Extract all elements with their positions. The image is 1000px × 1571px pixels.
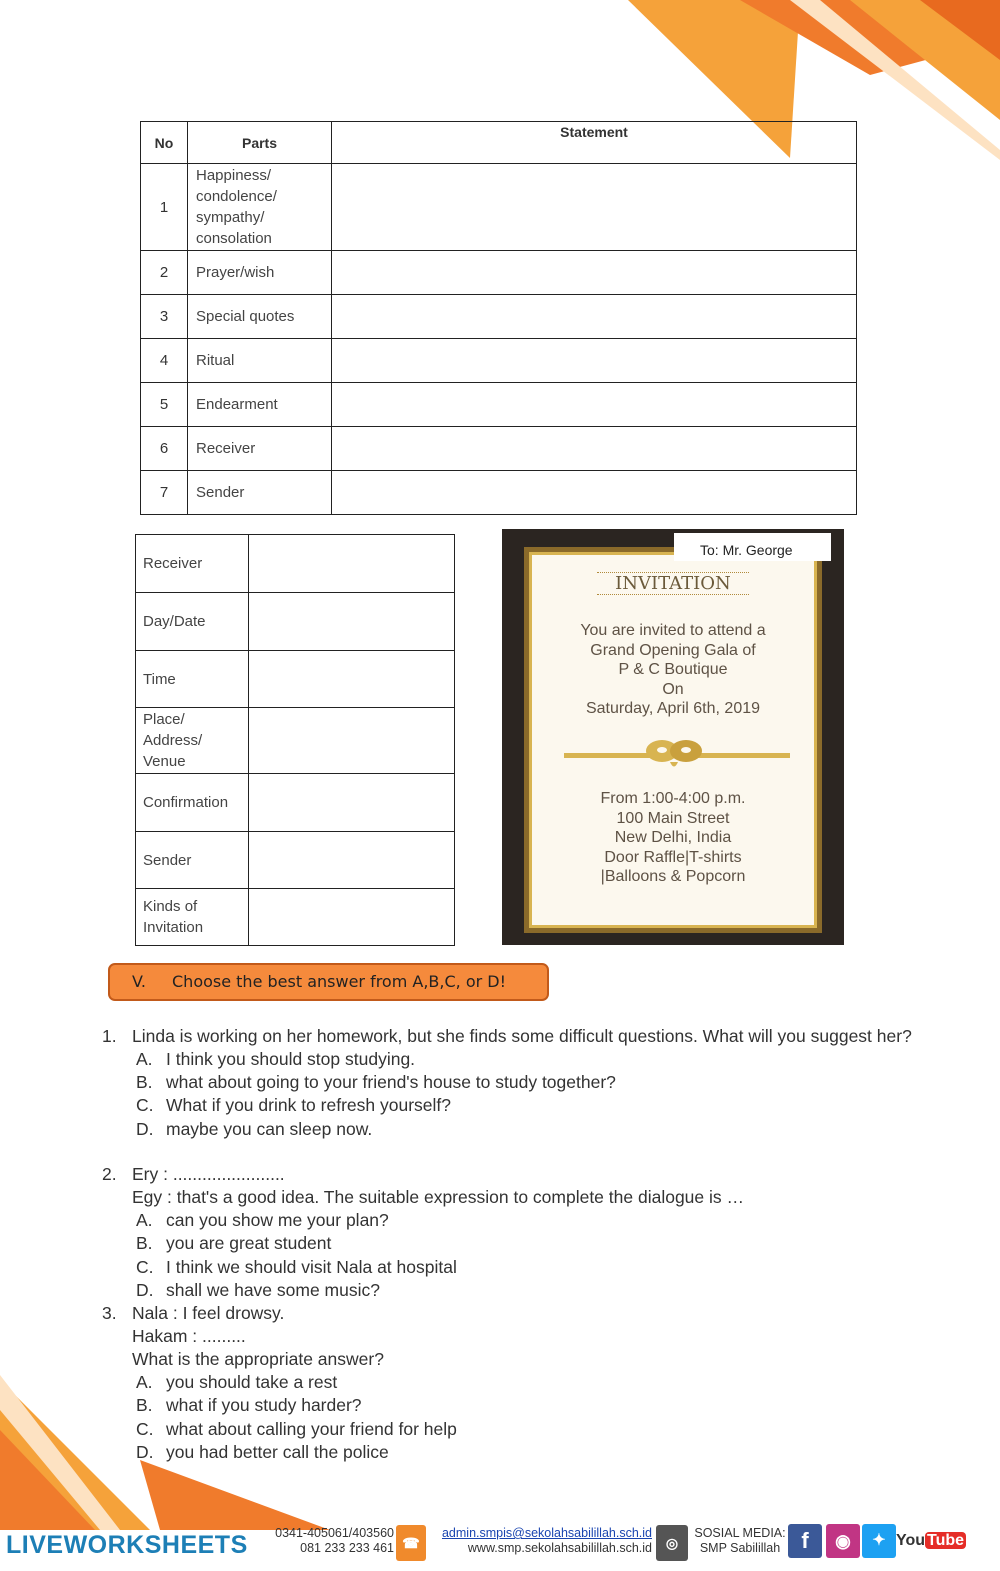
option-text[interactable]: you are great student: [166, 1233, 332, 1253]
table-row: [141, 164, 857, 251]
parts-table: [140, 121, 857, 515]
question-text: Ery : .......................: [132, 1164, 285, 1184]
statement-input-cell[interactable]: [332, 383, 857, 427]
globe-icon: ◎: [656, 1525, 688, 1561]
instagram-icon[interactable]: ◉: [826, 1524, 860, 1558]
table-row: [136, 889, 455, 946]
row-label: Day/Date: [136, 593, 249, 651]
table-row: [141, 383, 857, 427]
row-label: Time: [136, 651, 249, 708]
youtube-you: You: [896, 1532, 926, 1549]
option-text[interactable]: can you show me your plan?: [166, 1210, 389, 1230]
header-no: No: [141, 122, 188, 164]
facebook-icon[interactable]: f: [788, 1524, 822, 1558]
row-part: Ritual: [188, 339, 332, 383]
table-row: [141, 251, 857, 295]
answer-input-cell[interactable]: [249, 593, 455, 651]
row-part: Special quotes: [188, 295, 332, 339]
question-text: What is the appropriate answer?: [132, 1349, 384, 1369]
statement-input-cell[interactable]: [332, 295, 857, 339]
option-letter[interactable]: A.: [136, 1049, 153, 1069]
option-letter[interactable]: D.: [136, 1280, 154, 1300]
card-text-block-2: [502, 789, 844, 887]
statement-input-cell[interactable]: [332, 339, 857, 383]
card-line: |Balloons & Popcorn: [600, 868, 746, 885]
question-text: Linda is working on her homework, but she finds some difficult questions. What will you suggest her?: [132, 1026, 912, 1046]
card-line: On: [662, 680, 684, 698]
answer-input-cell[interactable]: [249, 708, 455, 774]
option-letter[interactable]: D.: [136, 1119, 154, 1139]
table-row: [141, 427, 857, 471]
answer-input-cell[interactable]: [249, 889, 455, 946]
row-label: Receiver: [136, 535, 249, 593]
option-text[interactable]: you had better call the police: [166, 1442, 389, 1462]
option-letter[interactable]: C.: [136, 1257, 154, 1277]
invitation-details-table: [135, 534, 455, 946]
option-letter[interactable]: B.: [136, 1072, 153, 1092]
answer-input-cell[interactable]: [249, 651, 455, 708]
invitation-card: [502, 529, 844, 945]
table-row: [136, 651, 455, 708]
section-number: V.: [132, 972, 146, 991]
section-header: [108, 963, 549, 1001]
option-text[interactable]: I think we should visit Nala at hospital: [166, 1257, 457, 1277]
contact-links: [432, 1526, 652, 1556]
phone-icon: ☎: [396, 1525, 426, 1561]
question-number: 1.: [102, 1026, 117, 1046]
question-text: Hakam : .........: [132, 1326, 246, 1346]
option-letter[interactable]: C.: [136, 1095, 154, 1115]
option-letter[interactable]: D.: [136, 1442, 154, 1462]
option-text[interactable]: shall we have some music?: [166, 1280, 380, 1300]
answer-input-cell[interactable]: [249, 535, 455, 593]
question-text: Nala : I feel drowsy.: [132, 1303, 285, 1323]
row-part: Receiver: [188, 427, 332, 471]
website-text[interactable]: www.smp.sekolahsabilillah.sch.id: [467, 1541, 652, 1555]
row-number: 1: [141, 164, 188, 251]
row-part: Happiness/ condolence/ sympathy/ consolation: [188, 164, 332, 251]
phone-2: 081 233 233 461: [300, 1541, 394, 1555]
mask-ornament-icon: [642, 737, 706, 771]
row-number: 7: [141, 471, 188, 515]
youtube-icon[interactable]: [896, 1530, 966, 1552]
statement-input-cell[interactable]: [332, 427, 857, 471]
row-label: Confirmation: [136, 774, 249, 832]
option-letter[interactable]: B.: [136, 1395, 153, 1415]
row-number: 4: [141, 339, 188, 383]
card-line: P & C Boutique: [618, 661, 728, 678]
phone-1: 0341-405061/403560: [275, 1526, 394, 1540]
table-row: [136, 535, 455, 593]
answer-input-cell[interactable]: [249, 832, 455, 889]
youtube-tube: Tube: [927, 1532, 965, 1549]
card-to-label: To: Mr. George: [674, 533, 831, 561]
option-text[interactable]: what about going to your friend's house to study together?: [166, 1072, 616, 1092]
table-row: [141, 471, 857, 515]
header-parts: Parts: [188, 122, 332, 164]
option-text[interactable]: what if you study harder?: [166, 1395, 362, 1415]
card-text-block-1: [502, 621, 844, 719]
option-letter[interactable]: A.: [136, 1210, 153, 1230]
card-line: Saturday, April 6th, 2019: [585, 700, 761, 717]
table-row: [136, 774, 455, 832]
row-number: 2: [141, 251, 188, 295]
card-line: From 1:00-4:00 p.m.: [600, 790, 746, 807]
header-statement: Statement: [332, 122, 857, 164]
option-text[interactable]: what about calling your friend for help: [166, 1419, 457, 1439]
phone-numbers: [270, 1526, 394, 1556]
liveworksheets-logo[interactable]: LIVEWORKSHEETS: [6, 1531, 248, 1559]
option-letter[interactable]: C.: [136, 1419, 154, 1439]
option-text[interactable]: What if you drink to refresh yourself?: [166, 1095, 451, 1115]
row-part: Prayer/wish: [188, 251, 332, 295]
table-row: [141, 295, 857, 339]
option-text[interactable]: I think you should stop studying.: [166, 1049, 416, 1069]
card-line: You are invited to attend a: [580, 622, 766, 639]
social-label-1: SOSIAL MEDIA:: [694, 1526, 786, 1540]
section-title: Choose the best answer from A,B,C, or D!: [172, 972, 507, 991]
option-text[interactable]: maybe you can sleep now.: [166, 1119, 373, 1139]
table-row: [136, 708, 455, 774]
row-label: Kinds of Invitation: [136, 889, 249, 946]
social-media-label: [694, 1526, 786, 1556]
row-label: Place/ Address/ Venue: [136, 708, 249, 774]
table-row: [136, 593, 455, 651]
question-text: Egy : that's a good idea. The suitable expression to complete the dialogue is …: [132, 1187, 745, 1207]
statement-input-cell[interactable]: [332, 164, 857, 251]
card-title: [502, 573, 844, 594]
answer-input-cell[interactable]: [249, 774, 455, 832]
row-part: Endearment: [188, 383, 332, 427]
row-number: 3: [141, 295, 188, 339]
card-title-text: INVITATION: [597, 572, 749, 595]
card-line: Door Raffle|T-shirts: [604, 848, 742, 866]
social-label-2: SMP Sabilillah: [699, 1541, 781, 1555]
option-letter[interactable]: B.: [136, 1233, 153, 1253]
card-line: New Delhi, India: [614, 829, 732, 846]
row-number: 5: [141, 383, 188, 427]
question-number: 3.: [102, 1303, 117, 1323]
question-number: 2.: [102, 1164, 117, 1184]
card-line: Grand Opening Gala of: [590, 641, 756, 659]
row-label: Sender: [136, 832, 249, 889]
table-row: [136, 832, 455, 889]
row-part: Sender: [188, 471, 332, 515]
table-row: [141, 339, 857, 383]
row-number: 6: [141, 427, 188, 471]
option-letter[interactable]: A.: [136, 1372, 153, 1392]
statement-input-cell[interactable]: [332, 471, 857, 515]
card-line: 100 Main Street: [616, 809, 730, 827]
email-link[interactable]: admin.smpis@sekolahsabilillah.sch.id: [441, 1526, 652, 1540]
twitter-icon[interactable]: ✦: [862, 1524, 896, 1558]
statement-input-cell[interactable]: [332, 251, 857, 295]
option-text[interactable]: you should take a rest: [166, 1372, 338, 1392]
